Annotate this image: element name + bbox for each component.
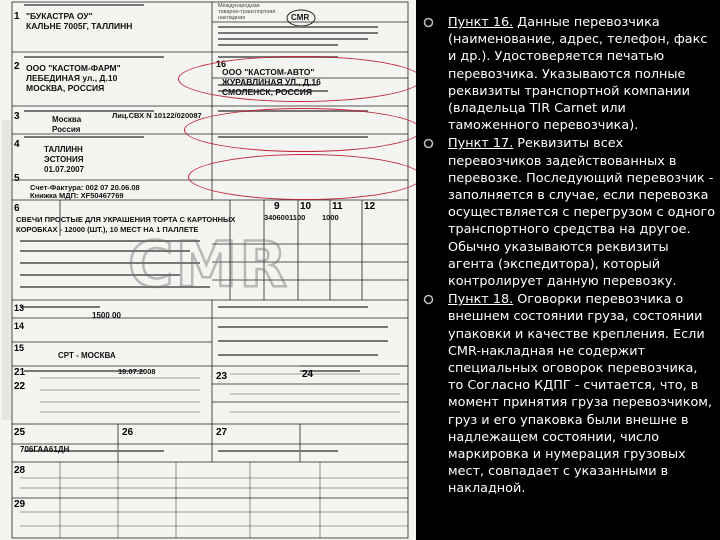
cmr-logo-text: CMR — [291, 13, 310, 22]
box-26-number: 26 — [122, 427, 134, 438]
highlight-ellipse-box-18 — [188, 154, 416, 200]
goods-gross-weight: 1000 — [322, 213, 339, 222]
box-9-number: 9 — [274, 201, 280, 212]
sender-name: "БУКАСТРА ОУ" — [26, 11, 93, 21]
cmr-watermark: CMR — [128, 228, 289, 301]
warehouse-license: Лиц.СВХ N 10122/020087 — [112, 111, 202, 120]
highlight-ellipse-box-16 — [178, 56, 416, 102]
box-29-number: 29 — [14, 499, 26, 510]
filled-place: СРТ - МОСКВА — [58, 351, 116, 360]
goods-description-line1: СВЕЧИ ПРОСТЫЕ ДЛЯ УКРАШЕНИЯ ТОРТА С КАРТОННЫХ — [16, 215, 236, 224]
item-label: Пункт 17. — [448, 136, 514, 152]
goods-description-line2: КОРОБКАХ - 12000 (ШТ.), 10 МЕСТ НА 1 ПАЛЛЕТЕ — [16, 225, 199, 234]
box-25-number: 25 — [14, 427, 26, 438]
loading-city: ТАЛЛИНН — [44, 145, 83, 154]
carrier-name: ООО "КАСТОМ-АВТО" — [222, 67, 315, 77]
delivery-country: Россия — [52, 125, 81, 134]
box-2-number: 2 — [14, 61, 20, 72]
box-22-number: 22 — [14, 381, 26, 392]
bullet-list — [416, 14, 716, 499]
invoice-reference: Счет-Фактура: 002 07 20.06.08 — [30, 183, 140, 192]
item-text: Оговорки перевозчика о внешнем состоянии груза, состоянии упаковки и качестве крепления. Если CMR-накладная не содержит специальных оговорок перевозчика, то Согласно КДПГ - считается, что, в момент принятия груза перевозчиком, груз и его упаковка были внешне в надлежащем состоянии, число маркировка и нумерация грузовых мест, совпадает с указанными в накладной. — [448, 292, 713, 497]
loading-date: 01.07.2007 — [44, 165, 85, 174]
box-6-number: 6 — [14, 203, 20, 214]
box-16-number: 16 — [216, 59, 227, 69]
box-10-number: 10 — [300, 201, 312, 212]
box-24-number: 24 — [302, 369, 314, 380]
item-text: Реквизиты всех перевозчиков задействованных в перевозке. Последующий перевозчик - заполняется в случае, если перевозка осуществляется с перегрузом с одного транспортного средства на другое. Обычно указываются реквизиты агента (экспедитора), который контролирует данную перевозку. — [448, 136, 716, 290]
list-item — [416, 291, 716, 497]
box-15-number: 15 — [14, 343, 25, 353]
box-28-number: 28 — [14, 465, 26, 476]
ring-bullet-icon — [423, 138, 434, 149]
box-13-number: 13 — [14, 303, 25, 313]
ring-bullet-icon — [423, 294, 434, 305]
list-item — [416, 135, 716, 290]
loading-country: ЭСТОНИЯ — [44, 155, 84, 164]
box-1-number: 1 — [14, 11, 20, 22]
delivery-city: Москва — [52, 115, 82, 124]
carrier-city: СМОЛЕНСК, РОССИЯ — [222, 87, 312, 97]
filled-date: 10.07.2008 — [118, 367, 156, 376]
item-label: Пункт 16. — [448, 15, 514, 30]
consignee-name: ООО "КАСТОМ-ФАРМ" — [26, 63, 121, 73]
consignee-city: МОСКВА, РОССИЯ — [26, 83, 105, 93]
consignee-street: ЛЕБЕДИНАЯ ул., Д.10 — [26, 73, 118, 83]
box-14-number: 14 — [14, 321, 25, 331]
item-text: Данные перевозчика (наименование, адрес, телефон, факс и др.). Удостоверяется печатью перевозчика. Указываются полные реквизиты транспортной компании (владельца TIR Carnet или таможенного перевозчика). — [448, 15, 708, 134]
slide-text-panel — [416, 0, 720, 540]
vehicle-number: 706ГАА61ДН — [20, 445, 70, 454]
tir-carnet-number: Книжка МДП: XF50467769 — [30, 191, 124, 200]
item-label: Пункт 18. — [448, 292, 514, 308]
box-27-number: 27 — [216, 427, 228, 438]
cmr-document-scan: Международная товарно-транспортная накладная CMR 1 "БУКАСТРА ОУ" КАЛЬНЕ 7005Г, ТАЛЛИНН 2 ООО "КАСТОМ-ФАРМ" ЛЕБЕДИНАЯ ул., Д.10 МОСКВА, РОССИЯ 16 ООО "КАСТОМ-АВТО" ЖУРАВЛИНАЯ УЛ., Д.16 СМОЛЕНСК, РОССИЯ Лиц.СВХ N 10122/020087 3 Москва Россия 4 ТАЛЛИНН ЭСТОНИЯ 01.07.2007 5 Счет-Фактура: 002 07 20.06.08 Книжка МДП: XF50467769 6 СВЕЧИ ПРОСТЫЕ ДЛЯ УКРАШЕНИЯ ТОРТА С КАРТОННЫХ КОРОБКАХ - 12000 (ШТ.), 10 МЕСТ НА 1 ПАЛЛЕТЕ 3406001100 1000 9 10 11 12 CMR 1500 00 13 14 15 СРТ - МОСКВА 21 10.07.2008 22 23 24 25 26 27 706ГАА61ДН 28 29 — [0, 0, 416, 540]
highlight-ellipse-box-17 — [184, 108, 416, 152]
box-3-number: 3 — [14, 111, 20, 122]
list-item — [416, 14, 716, 134]
carrier-street: ЖУРАВЛИНАЯ УЛ., Д.16 — [222, 77, 321, 87]
ring-bullet-icon — [423, 17, 434, 28]
box-21-number: 21 — [14, 367, 26, 378]
box-12-number: 12 — [364, 201, 376, 212]
box-4-number: 4 — [14, 139, 20, 150]
box-5-number: 5 — [14, 173, 20, 184]
box-11-number: 11 — [332, 201, 343, 212]
sender-address: КАЛЬНЕ 7005Г, ТАЛЛИНН — [26, 21, 133, 31]
declared-value: 1500 00 — [92, 311, 121, 320]
goods-tariff-code: 3406001100 — [264, 213, 306, 222]
box-23-number: 23 — [216, 371, 228, 382]
